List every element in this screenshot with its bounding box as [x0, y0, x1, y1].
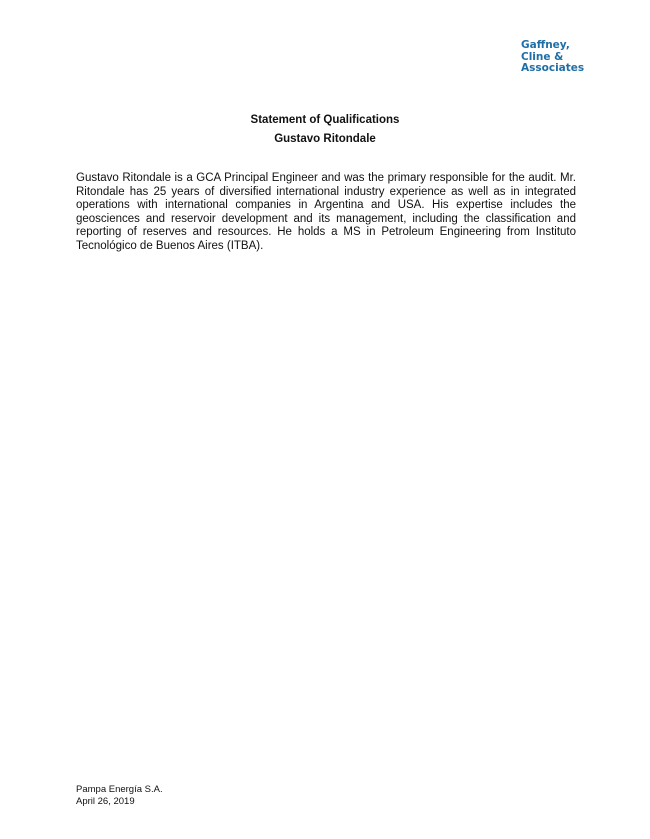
footer-company: Pampa Energía S.A. [76, 784, 163, 795]
document-subtitle: Gustavo Ritondale [274, 133, 376, 145]
page-footer [76, 784, 163, 807]
company-logo [521, 40, 601, 75]
qualifications-paragraph: Gustavo Ritondale is a GCA Principal Engineer and was the primary responsible for the audit. Mr. Ritondale has 25 years of diversified international industry experience as well as in integrated operations with international companies in Argentina and USA. His expertise includes the geosciences and reservoir development and its management, including the classification and reporting of reserves and resources. He holds a MS in Petroleum Engineering from Instituto Tecnológico de Buenos Aires (ITBA). [76, 172, 576, 252]
document-title: Statement of Qualifications [250, 114, 400, 126]
footer-date: April 26, 2019 [76, 795, 135, 807]
logo-line-3: Associates [521, 62, 585, 74]
logo-line-1: Gaffney, [521, 39, 570, 51]
logo-line-2: Cline & [521, 50, 564, 63]
